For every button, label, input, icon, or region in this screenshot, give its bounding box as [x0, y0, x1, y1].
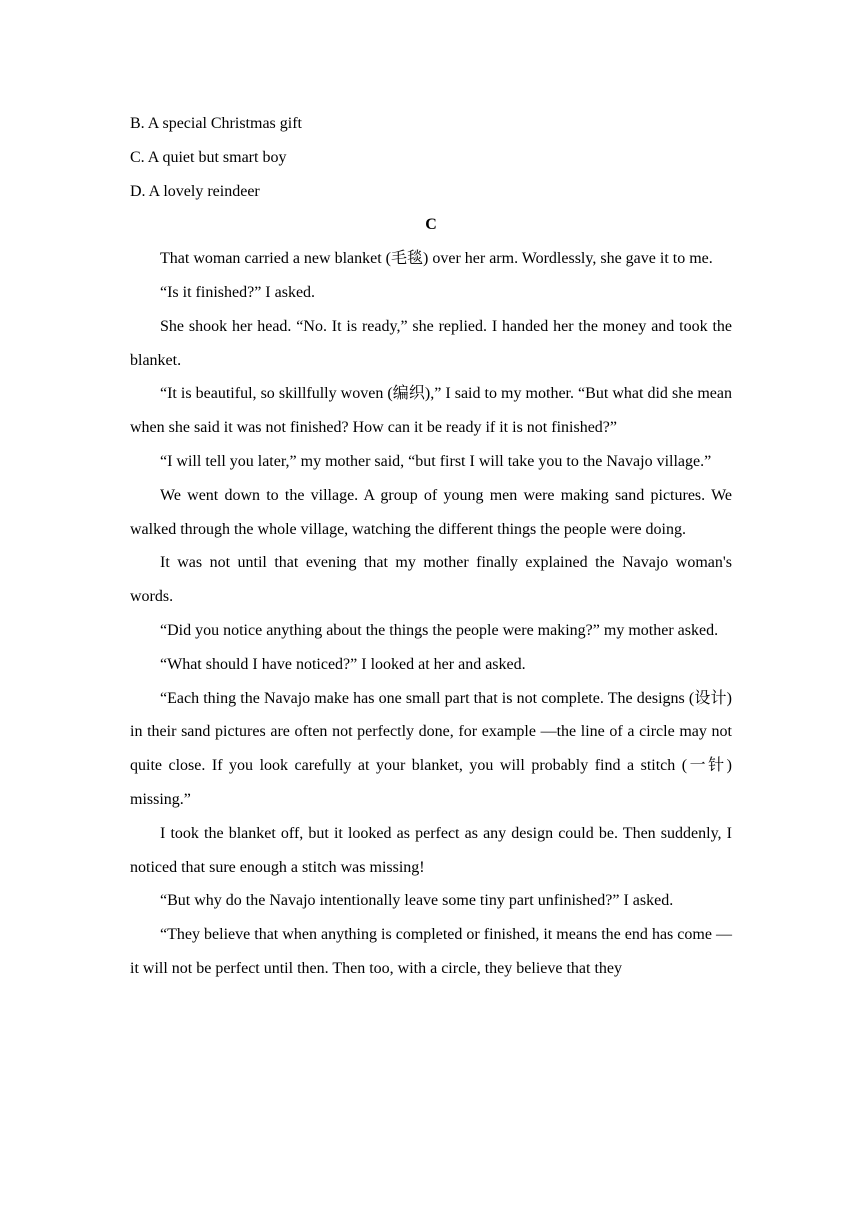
- paragraph-11: I took the blanket off, but it looked as perfect as any design could be. Then suddenly, I noticed that sure enough a stitch was missing!: [130, 824, 732, 876]
- paragraph-9: “What should I have noticed?” I looked at her and asked.: [160, 655, 526, 673]
- paragraph-1: That woman carried a new blanket (毛毯) over her arm. Wordlessly, she gave it to me.: [160, 250, 713, 268]
- paragraph-4: “It is beautiful, so skillfully woven (编织),” I said to my mother. “But what did she mean when she said it was not finished? How can it be ready if it is not finished?”: [130, 385, 732, 437]
- answer-option-b: B. A special Christmas gift: [130, 115, 302, 132]
- paragraph-7: It was not until that evening that my mother finally explained the Navajo woman's words.: [130, 554, 732, 606]
- paragraph-13: “They believe that when anything is completed or finished, it means the end has come — it will not be perfect until then. Then too, with a circle, they believe that they: [130, 926, 732, 977]
- paragraph-12: “But why do the Navajo intentionally leave some tiny part unfinished?” I asked.: [160, 892, 674, 910]
- paragraph-6: We went down to the village. A group of young men were making sand pictures. We walked through the whole village, watching the different things the people were doing.: [130, 486, 732, 538]
- answer-option-c: C. A quiet but smart boy: [130, 148, 287, 166]
- paragraph-3: She shook her head. “No. It is ready,” she replied. I handed her the money and took the blanket.: [130, 317, 732, 369]
- answer-option-d: D. A lovely reindeer: [130, 182, 260, 200]
- paragraph-8: “Did you notice anything about the things the people were making?” my mother asked.: [160, 621, 719, 639]
- paragraph-10: “Each thing the Navajo make has one small part that is not complete. The designs (设计) in their sand pictures are often not perfectly done, for example —the line of a circle may not quite close. If you look carefully at your blanket, you will probably find a stitch (一针) missing.”: [130, 689, 732, 808]
- paragraph-2: “Is it finished?” I asked.: [160, 283, 316, 301]
- document-page: [130, 107, 732, 986]
- section-heading: C: [425, 216, 437, 234]
- paragraph-5: “I will tell you later,” my mother said, “but first I will take you to the Navajo village.”: [160, 452, 712, 470]
